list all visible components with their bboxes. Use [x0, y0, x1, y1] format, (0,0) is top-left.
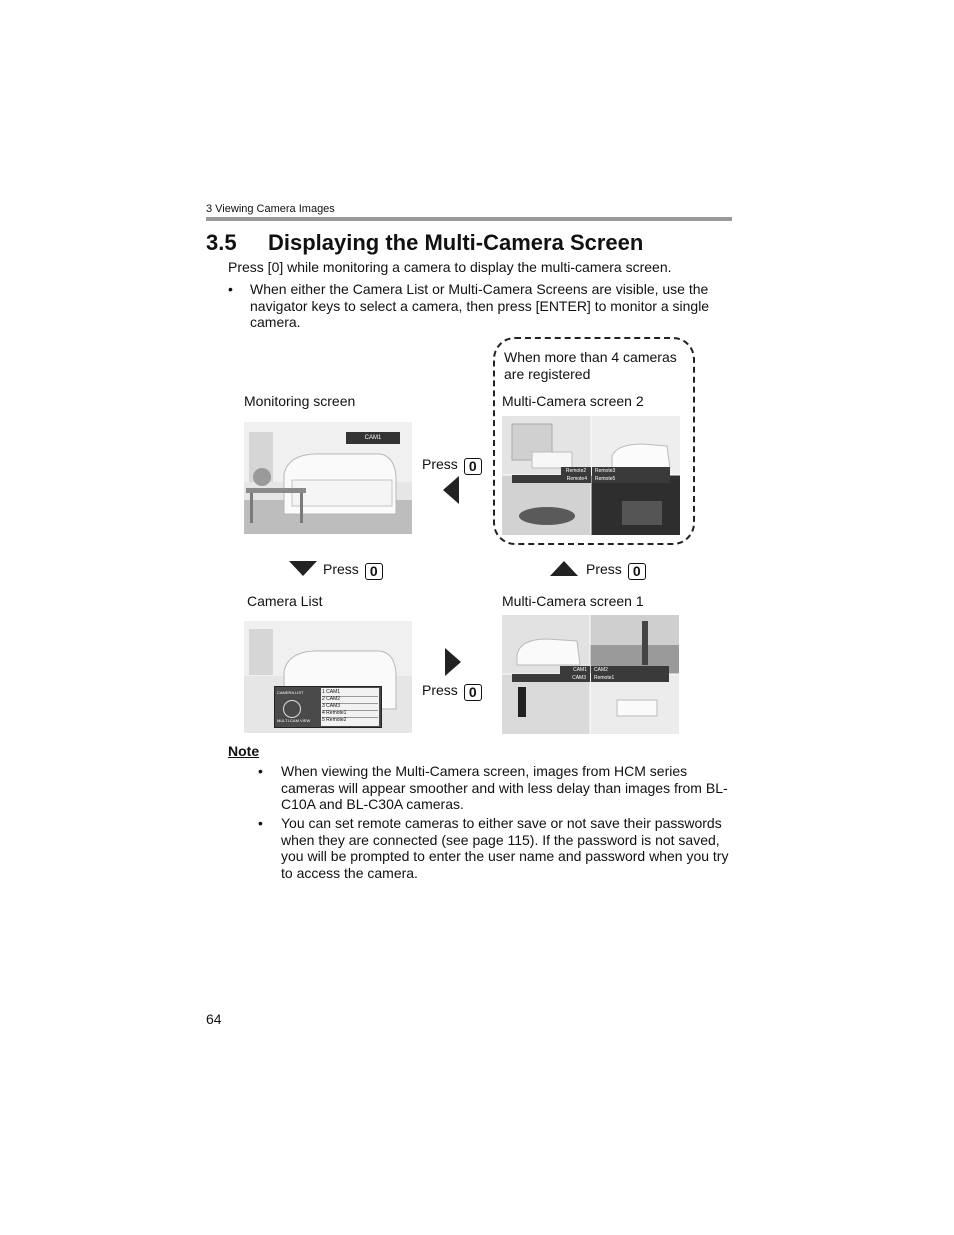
section-title [206, 230, 643, 256]
press-label: Press [323, 561, 359, 577]
running-head: 3 Viewing Camera Images [206, 203, 335, 215]
note-title: Note [228, 743, 260, 759]
label-monitoring-screen: Monitoring screen [244, 393, 356, 409]
row-name: CAM1 [326, 689, 341, 695]
note-text: When viewing the Multi-Camera screen, images from HCM series cameras will appear smoother and with less delay than images from BL-C10A and BL-C30A cameras. [281, 763, 728, 812]
arrow-down-icon [289, 561, 317, 576]
arrow-up-icon [550, 561, 578, 576]
row-number: 5 [322, 717, 325, 723]
list-item [228, 281, 732, 331]
key-0-icon: 0 [628, 563, 646, 580]
bullet-dot: • [258, 763, 263, 779]
bullet-dot: • [228, 281, 233, 297]
camera-list-image [244, 621, 412, 733]
intro-paragraph: Press [0] while monitoring a camera to display the multi-camera screen. [228, 259, 672, 275]
key-0-icon: 0 [464, 684, 482, 701]
multi1-cell-label: CAM3 [512, 674, 590, 682]
label-multi-camera-2: Multi-Camera screen 2 [502, 393, 644, 409]
section-title-text: Displaying the Multi-Camera Screen [268, 230, 644, 255]
multi2-cell-label: Remote5 [592, 475, 670, 483]
camera-list-header: CAMERA LIST [277, 690, 304, 695]
list-item [258, 815, 732, 881]
camera-list-table [321, 688, 379, 726]
bullet-dot: • [258, 815, 263, 831]
row-number: 3 [322, 703, 325, 709]
multi1-cell-label: Remote1 [591, 674, 669, 682]
press-instruction [422, 456, 482, 475]
key-0-icon: 0 [464, 458, 482, 475]
camera-list-footer: MULTI-CAM VIEW [277, 718, 311, 723]
section-number: 3.5 [206, 230, 237, 255]
arrow-left-icon [443, 476, 459, 504]
callout-text: When more than 4 cameras are registered [504, 349, 677, 382]
press-label: Press [586, 561, 622, 577]
multi2-cell-label: Remote3 [592, 467, 670, 475]
label-multi-camera-1: Multi-Camera screen 1 [502, 593, 644, 609]
row-name: Remote2 [326, 717, 347, 723]
bullet-text: When either the Camera List or Multi-Camera Screens are visible, use the navigator keys to select a camera, then press [ENTER] to monitor a single camera. [250, 281, 710, 330]
press-instruction [586, 561, 646, 580]
row-number: 1 [322, 689, 325, 695]
navigator-icon [283, 700, 301, 718]
row-number: 4 [322, 710, 325, 716]
press-instruction [323, 561, 383, 580]
header-rule [206, 217, 732, 221]
list-item [258, 763, 732, 813]
row-name: CAM3 [326, 703, 341, 709]
camera-name-badge: CAM1 [346, 432, 400, 444]
multi-camera-screen-1-image [502, 615, 679, 734]
label-camera-list: Camera List [247, 593, 323, 609]
camera-list-panel [274, 686, 382, 728]
multi-camera-screen-2-image [502, 416, 680, 535]
camera-list-row[interactable] [322, 717, 378, 724]
press-label: Press [422, 456, 458, 472]
press-instruction [422, 682, 482, 701]
multi2-cell-label: Remote4 [512, 475, 591, 483]
multi1-cell-label: CAM2 [591, 666, 669, 674]
multi1-cell-label: CAM1 [560, 666, 590, 674]
press-label: Press [422, 682, 458, 698]
page-number: 64 [206, 1011, 222, 1027]
row-number: 2 [322, 696, 325, 702]
row-name: CAM2 [326, 696, 341, 702]
multi2-cell-label: Remote2 [561, 467, 591, 475]
row-name: Remote1 [326, 710, 347, 716]
monitoring-screen-image [244, 422, 412, 534]
key-0-icon: 0 [365, 563, 383, 580]
arrow-right-icon [445, 648, 461, 676]
note-text: You can set remote cameras to either save or not save their passwords when they are connected (see page 115). If the password is not saved, you will be prompted to enter the user name and password when you try to access the camera. [281, 815, 729, 881]
